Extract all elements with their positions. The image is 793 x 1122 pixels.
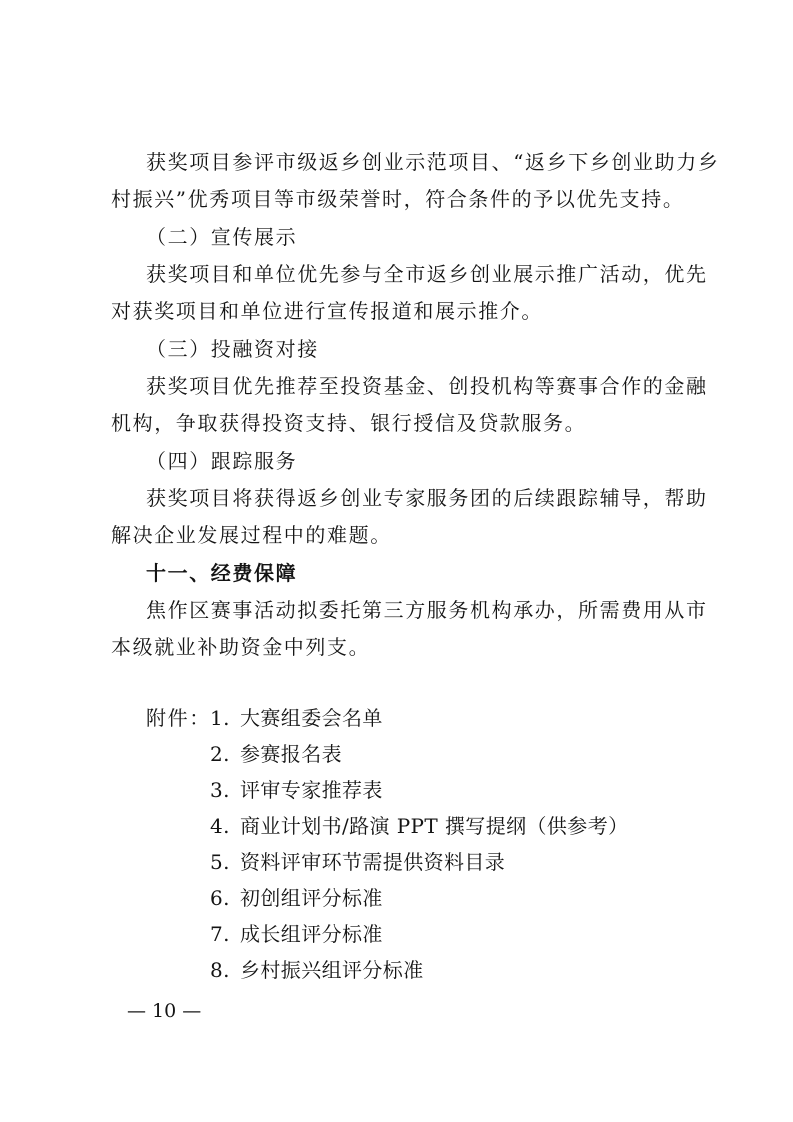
attachment-number: 3. xyxy=(210,778,230,802)
attachment-item xyxy=(210,958,424,982)
attachment-item xyxy=(210,778,383,802)
paragraph-2-line-2: 对获奖项目和单位进行宣传报道和展示推介。 xyxy=(111,299,543,323)
attachment-title: 商业计划书/路演 PPT 撰写提纲（供参考） xyxy=(240,814,629,838)
heading-tracking: （四）跟踪服务 xyxy=(146,449,298,473)
attachment-title: 参赛报名表 xyxy=(240,742,342,766)
attachment-number: 5. xyxy=(210,850,230,874)
paragraph-4-line-1: 获奖项目将获得返乡创业专家服务团的后续跟踪辅导，帮助 xyxy=(146,486,708,510)
paragraph-3-line-2: 机构，争取获得投资支持、银行授信及贷款服务。 xyxy=(111,411,587,435)
attachment-item xyxy=(210,922,383,946)
attachment-title: 初创组评分标准 xyxy=(240,886,383,910)
attachment-item xyxy=(210,814,629,838)
page-number: — 10 — xyxy=(127,1000,202,1022)
attachment-item xyxy=(210,706,383,730)
attachment-number: 6. xyxy=(210,886,230,910)
attachment-title: 评审专家推荐表 xyxy=(240,778,383,802)
attachment-number: 1. xyxy=(210,706,230,730)
paragraph-2-line-1: 获奖项目和单位优先参与全市返乡创业展示推广活动，优先 xyxy=(146,262,708,286)
attachment-item xyxy=(210,850,505,874)
attachment-number: 7. xyxy=(210,922,230,946)
paragraph-5-line-1: 焦作区赛事活动拟委托第三方服务机构承办，所需费用从市 xyxy=(146,598,708,622)
paragraph-1-line-1: 获奖项目参评市级返乡创业示范项目、“返乡下乡创业助力乡 xyxy=(146,150,720,174)
attachment-item xyxy=(210,886,383,910)
attachment-title: 乡村振兴组评分标准 xyxy=(240,958,424,982)
heading-investment: （三）投融资对接 xyxy=(146,337,319,361)
heading-funding: 十一、经费保障 xyxy=(146,561,298,585)
attachment-item xyxy=(210,742,342,766)
attachment-title: 资料评审环节需提供资料目录 xyxy=(240,850,506,874)
attachment-title: 大赛组委会名单 xyxy=(240,706,383,730)
paragraph-3-line-1: 获奖项目优先推荐至投资基金、创投机构等赛事合作的金融 xyxy=(146,374,708,398)
paragraph-4-line-2: 解决企业发展过程中的难题。 xyxy=(111,523,392,547)
attachment-number: 4. xyxy=(210,814,230,838)
heading-publicity: （二）宣传展示 xyxy=(146,225,298,249)
paragraph-5-line-2: 本级就业补助资金中列支。 xyxy=(111,635,371,659)
attachments-label: 附件： xyxy=(146,706,211,730)
attachment-number: 2. xyxy=(210,742,230,766)
attachment-number: 8. xyxy=(210,958,230,982)
attachment-title: 成长组评分标准 xyxy=(240,922,383,946)
paragraph-1-line-2: 村振兴”优秀项目等市级荣誉时，符合条件的予以优先支持。 xyxy=(111,187,685,211)
